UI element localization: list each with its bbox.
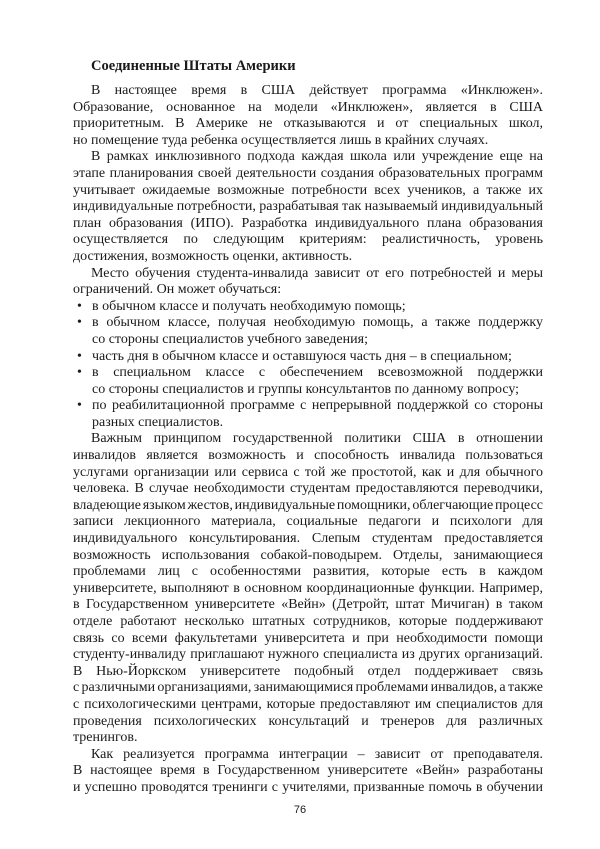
text-line: со стороны специалистов учебного заведения; <box>92 331 368 347</box>
text-line: этапе планирования своей деятельности создания образовательных программ <box>73 165 543 181</box>
text-line: в обычном классе, получая необходимую помощь, а также поддержку <box>92 315 543 331</box>
text-line: приоритетным. В Америке не отказываются и от специальных школ, <box>73 116 543 132</box>
text-line: но помещение туда ребенка осуществляется лишь в крайних случаях. <box>73 132 489 148</box>
text-line: человека. В случае необходимости студентам предоставляются переводчики, <box>73 481 543 497</box>
text-line: с психологическими центрами, которые предоставляют им специалистов для <box>73 696 543 712</box>
text-line: Место обучения студента-инвалида зависит от его потребностей и меры <box>91 265 543 281</box>
paragraph <box>73 83 543 149</box>
text-line: возможность использования собакой-поводырем. Отделы, занимающиеся <box>73 547 543 563</box>
bullet-item <box>73 315 543 348</box>
text-line: В настоящее время в США действует программа «Инклюжен». <box>91 83 543 98</box>
text-line: по реабилитационной программе с непрерывной поддержкой со стороны <box>92 398 543 414</box>
text-line: инвалидов является возможность и способность инвалида пользоваться <box>73 448 543 464</box>
text-line: в специальном классе с обеспечением всевозможной поддержки <box>92 365 543 381</box>
text-line: часть дня в обычном классе и оставшуюся часть дня – в специальном; <box>92 348 512 364</box>
text-line: достижения, возможность оценки, активность. <box>73 248 353 264</box>
bullet-icon: • <box>77 348 82 364</box>
paragraph <box>73 266 543 299</box>
text-line: в обычном классе и получать необходимую помощь; <box>92 298 406 314</box>
bullet-icon: • <box>77 398 82 414</box>
text-line: учитывает ожидаемые возможные потребности всех учеников, а также их <box>73 182 543 198</box>
text-line: и успешно проводятся тренинги с учителями, призванные помочь в обучении <box>73 779 543 795</box>
text-line: В настоящее время в Государственном университете «Вейн» разработаны <box>73 763 543 779</box>
text-line: проблемами лиц с особенностями развития, которые есть в каждом <box>73 564 543 580</box>
bullet-item <box>73 349 543 366</box>
text-line: индивидуальные потребности, разрабатывая так называемый индивидуальный <box>73 199 543 215</box>
text-line: В рамках инклюзивного подхода каждая школа или учреждение еще на <box>91 149 543 165</box>
bullet-item <box>73 398 543 431</box>
text-line: Как реализуется программа интеграции – зависит от преподавателя. <box>91 746 543 762</box>
bullet-icon: • <box>77 298 82 314</box>
text-line: со стороны специалистов и группы консультантов по данному вопросу; <box>92 381 520 397</box>
text-line: университете, выполняют в основном координационные функции. Например, <box>73 580 543 596</box>
text-line: в Государственном университете «Вейн» (Детройт, штат Мичиган) в таком <box>73 597 543 613</box>
paragraph <box>73 747 543 797</box>
text-line: осуществляется по следующим критериям: реалистичность, уровень <box>73 232 543 248</box>
text-line: записи лекционного материала, социальные педагоги и психологи для <box>73 514 543 530</box>
text-line: владеющие языком жестов, индивидуальные помощники, облегчающие процесс <box>73 497 543 513</box>
text-line: Образование, основанное на модели «Инклюжен», является в США <box>73 99 543 115</box>
text-line: проведения психологических консультаций и тренеров для различных <box>73 713 543 729</box>
text-line: индивидуального консультирования. Слепым студентам предоставляется <box>73 531 543 547</box>
text-line: услугами организации или сервиса с той же простотой, как и для обычного <box>73 464 543 480</box>
bullet-icon: • <box>77 365 82 381</box>
text-line: с различными организациями, занимающимися проблемами инвалидов, а также <box>73 680 543 696</box>
page-number: 76 <box>293 804 307 816</box>
text-line: тренингов. <box>73 730 138 746</box>
text-line: студенту-инвалиду приглашают нужного специалиста из других организаций. <box>73 647 543 663</box>
body-text <box>73 83 543 797</box>
text-line: отделе работают несколько штатных сотрудников, которые поддерживают <box>73 614 543 629</box>
text-line: В Нью-Йоркском университете подобный отдел поддерживает связь <box>73 663 543 679</box>
text-line: Важным принципом государственной политики США в отношении <box>91 431 543 447</box>
text-line: план образования (ИПО). Разработка индивидуального плана образования <box>73 215 543 231</box>
section-heading: Соединенные Штаты Америки <box>91 58 296 74</box>
text-line: ограничений. Он может обучаться: <box>73 282 282 298</box>
paragraph <box>73 431 543 746</box>
bullet-item <box>73 365 543 398</box>
text-line: связь со всеми факультетами университета и при необходимости помощи <box>73 630 543 646</box>
bullet-icon: • <box>77 315 82 331</box>
bullet-item <box>73 299 543 316</box>
paragraph <box>73 149 543 265</box>
text-line: разных специалистов. <box>92 414 224 430</box>
